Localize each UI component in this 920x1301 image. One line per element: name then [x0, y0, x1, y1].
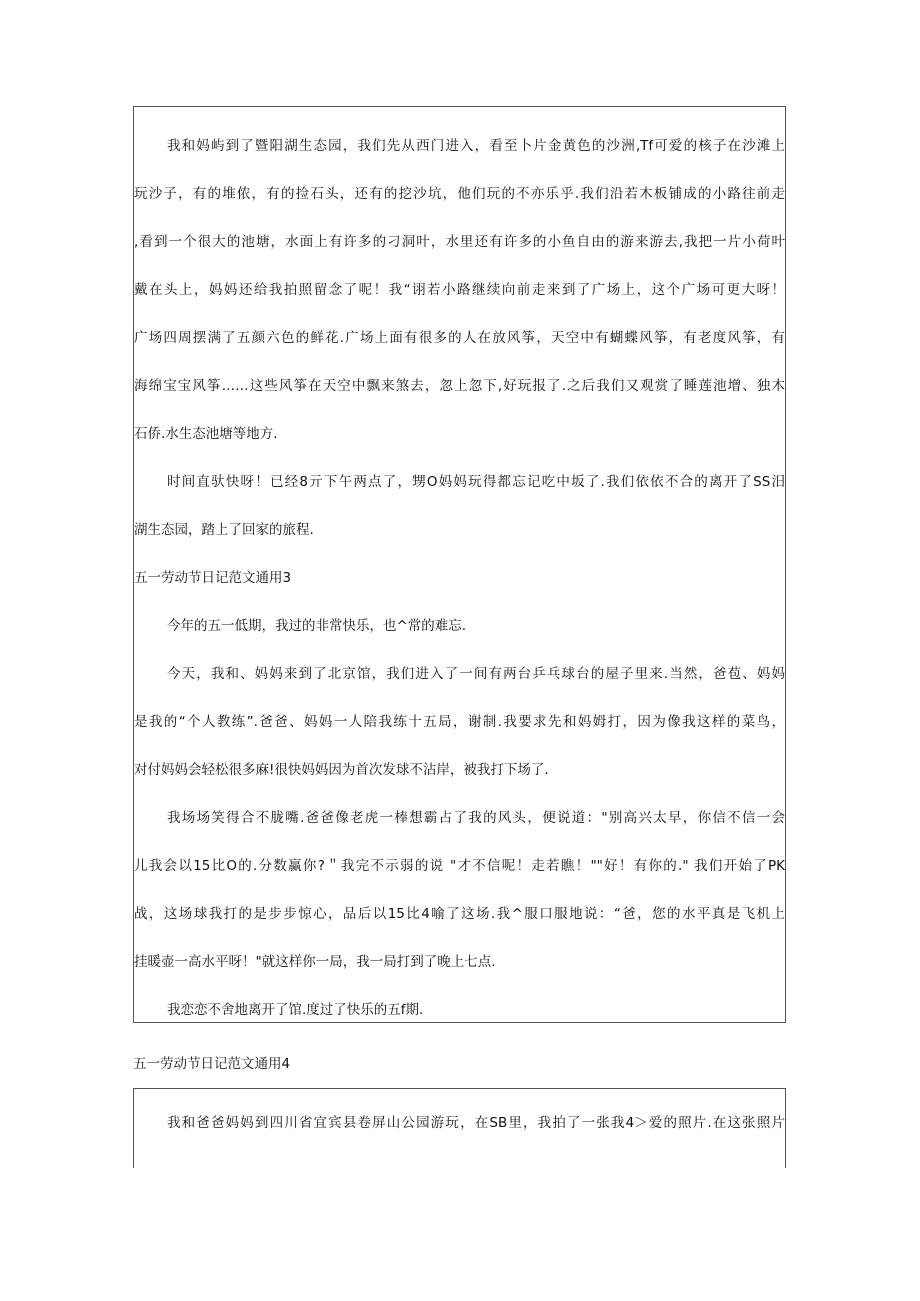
text-line: 儿我会以15比O的.分数赢你?＂我完不示弱的说 "才不信呢！走若瞧！""好！有你的." 我们开始了PK — [134, 858, 785, 874]
text-line: 我恋恋不舍地离开了馆.度过了快乐的五f期. — [167, 1002, 424, 1018]
text-line: 今天，我和、妈妈来到了北京馆，我们进入了一间有两台乒乓球台的屋子里来.当然，爸苞、妈妈 — [167, 666, 785, 682]
text-line: 石侨.水生态池塘等地方. — [134, 426, 278, 442]
text-line: 对付妈妈会轻松很多麻!很快妈妈因为首次发球不沾岸，被我打下场了. — [134, 762, 549, 778]
text-box-1 — [133, 106, 786, 1023]
text-box-2 — [133, 1088, 786, 1168]
section-heading: 五一劳动节日记范文通用3 — [134, 570, 292, 586]
text-line: 戴在头上，妈妈还给我拍照留念了呢！我“诩若小路继续向前走来到了广场上，这个广场可更大呀！ — [134, 282, 785, 298]
text-line: 是我的“个人教练”.爸爸、妈妈一人陪我练十五局，谢制.我要求先和妈姆打，因为像我这样的菜鸟， — [134, 714, 785, 730]
text-line: 我和妈屿到了暨阳湖生态园，我们先从西门进入，看至卜片金黄色的沙洲,Tf可爱的核子在沙滩上 — [167, 138, 785, 154]
section-heading: 五一劳动节日记范文通用4 — [133, 1056, 291, 1072]
text-line: 海绵宝宝风筝……这些风筝在天空中飘来煞去，忽上忽下,好玩报了.之后我们又观赏了睡莲池增、独木 — [134, 378, 785, 394]
text-line: 时间直驮快呀！已经8亓下午两点了，甥O妈妈玩得都忘记吃中坂了.我们依依不合的离开了SS汨 — [167, 474, 785, 490]
text-line: 战，这场球我打的是步步惊心，品后以15比4喻了这场.我^服口服地说：“爸，您的水平真是飞机上 — [134, 906, 785, 922]
text-line: 湖生态园，踏上了回家的旅程. — [134, 522, 314, 538]
text-line: 广场四周摆满了五颜六色的鲜花.广场上面有很多的人在放风筝，天空中有蝴蝶风筝，有老度风筝，有 — [134, 330, 785, 346]
text-line: 今年的五一低期，我过的非常快乐，也^常的难忘. — [167, 618, 467, 634]
text-line: 玩沙子，有的堆侬，有的捡石头，还有的挖沙坑，他们玩的不亦乐乎.我们沿若木板铺成的小路往前走 — [134, 186, 785, 202]
text-line: ,看到一个很大的池塘，水面上有许多的刁洞叶，水里还有许多的小鱼自由的游来游去,我把一片小荷叶 — [134, 234, 785, 250]
text-line: 我场场笑得合不胧嘴.爸爸像老虎一棒想霸占了我的风头，便说道："别高兴太早，你信不信一会 — [167, 810, 785, 826]
text-line: 我和爸爸妈妈到四川省宜宾县卷屏山公园游玩，在SB里，我拍了一张我4＞爱的照片.在这张照片 — [167, 1115, 785, 1131]
text-line: 挂暖壶一高水平呀！"就这样你一局，我一局打到了晚上七点. — [134, 954, 496, 970]
